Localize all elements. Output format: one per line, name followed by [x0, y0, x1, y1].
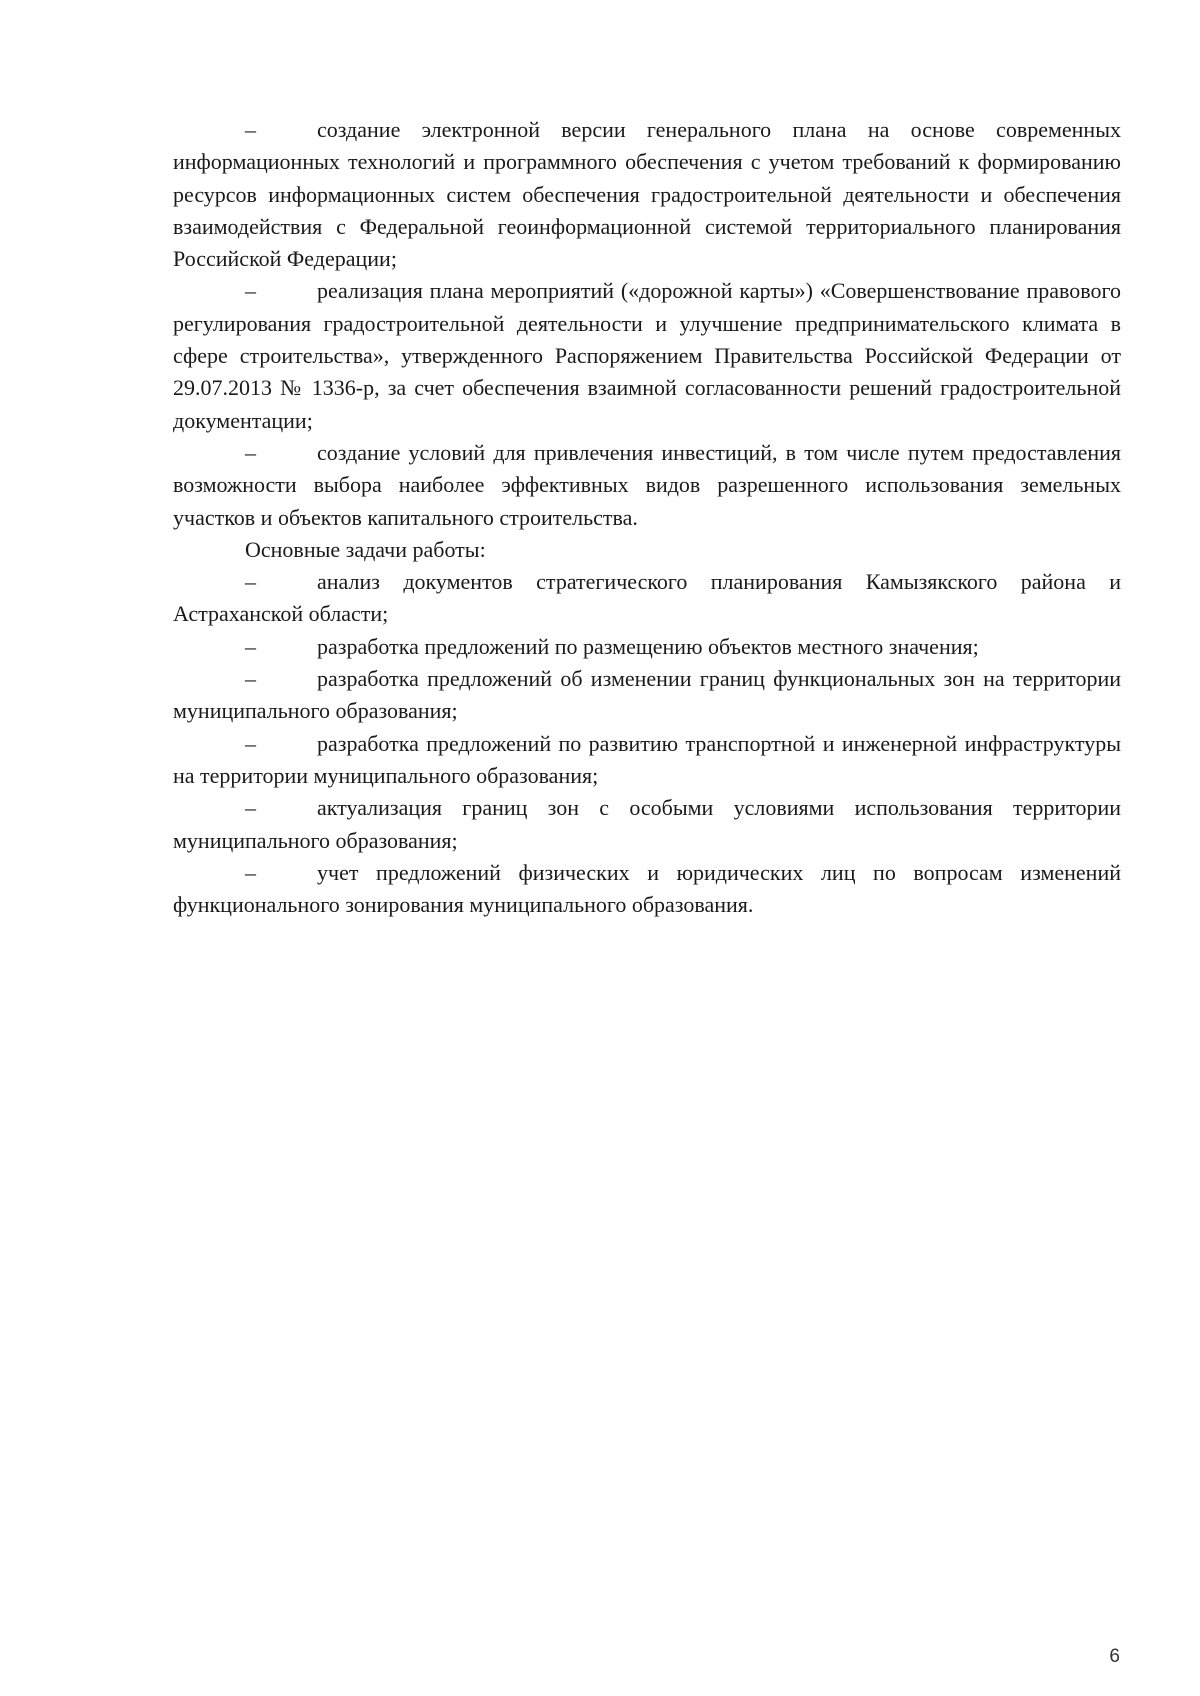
bullet-paragraph: [173, 663, 1121, 728]
bullet-paragraph: [173, 728, 1121, 793]
paragraph-text: анализ документов стратегического планирования Камызякского района и Астраханской области;: [173, 569, 1121, 627]
paragraph-text: актуализация границ зон с особыми условиями использования территории муниципального образования;: [173, 795, 1121, 853]
paragraph-text: учет предложений физических и юридических лиц по вопросам изменений функционального зонирования муниципального образования.: [173, 859, 1121, 918]
dash-marker: –: [245, 569, 256, 595]
dash-marker: –: [245, 666, 256, 692]
bullet-paragraph: [173, 857, 1121, 922]
dash-marker: –: [245, 795, 256, 821]
bullet-paragraph: [173, 114, 1121, 275]
dash-marker: –: [245, 117, 256, 142]
paragraph-text: создание условий для привлечения инвестиций, в том числе путем предоставления возможности выбора наиболее эффективных видов разрешенного использования земельных участков и объектов капитального строительства.: [173, 439, 1121, 530]
bullet-paragraph: [173, 631, 1121, 663]
dash-marker: –: [245, 859, 256, 885]
paragraph-text: разработка предложений по развитию транспортной и инженерной инфраструктуры на территории муниципального образования;: [173, 730, 1121, 788]
dash-marker: –: [245, 439, 256, 465]
bullet-paragraph: [173, 437, 1121, 534]
bullet-paragraph: [173, 792, 1121, 857]
section-heading-text: Основные задачи работы:: [245, 536, 486, 562]
bullet-paragraph: [173, 566, 1121, 631]
document-body: [173, 114, 1121, 921]
paragraph-text: создание электронной версии генерального плана на основе современных информационных технологий и программного обеспечения с учетом требований к формированию ресурсов информационных систем обеспечения градостроительной деятельности и обеспечения взаимодействия с Федеральной геоинформационной системой территориального планирования Российской Федерации;: [173, 117, 1121, 272]
paragraph-text: разработка предложений об изменении границ функциональных зон на территории муниципального образования;: [173, 666, 1121, 724]
dash-marker: –: [245, 633, 256, 659]
paragraph-text: реализация плана мероприятий («дорожной карты») «Совершенствование правового регулирования градостроительной деятельности и улучшение предпринимательского климата в сфере строительства», утвержденного Распоряжением Правительства Российской Федерации от 29.07.2013 № 1336-р, за счет обеспечения взаимной согласованности решений градостроительной документации;: [173, 278, 1121, 433]
page-number: 6: [1109, 1646, 1120, 1667]
paragraph-text: разработка предложений по размещению объектов местного значения;: [317, 633, 979, 659]
dash-marker: –: [245, 730, 256, 756]
dash-marker: –: [245, 278, 256, 304]
bullet-paragraph: [173, 275, 1121, 436]
